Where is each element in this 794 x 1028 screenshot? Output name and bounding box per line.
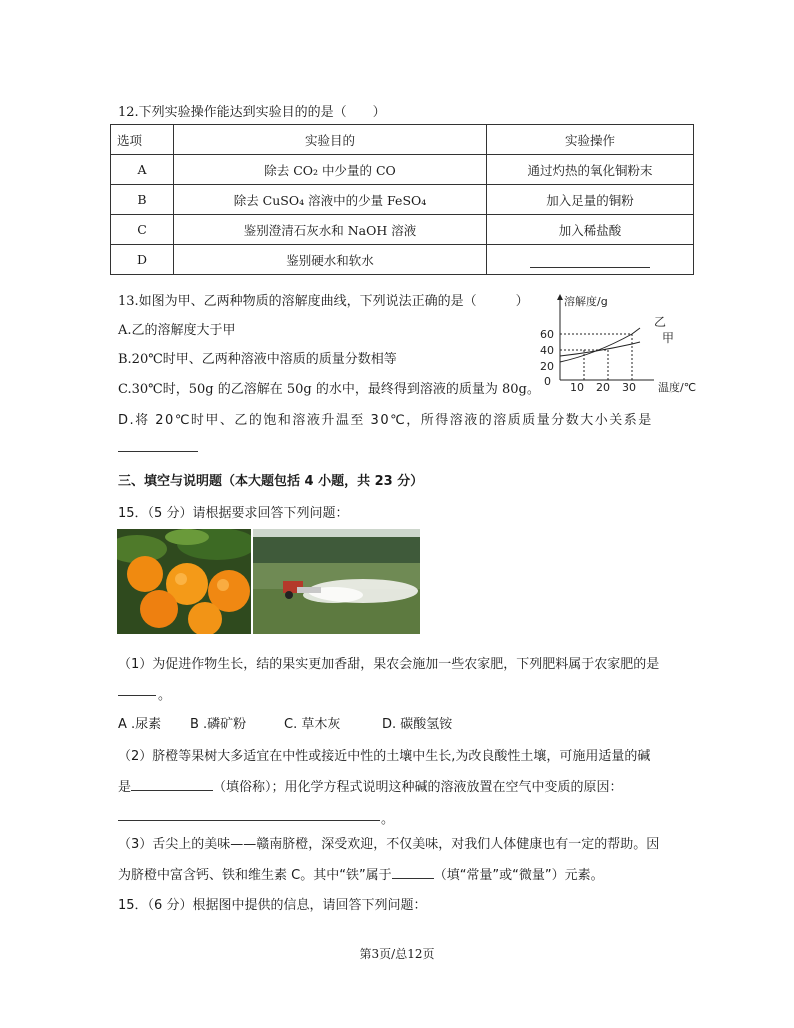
question-15-part-3-continued bbox=[118, 864, 604, 883]
question-13-stem: 13.如图为甲、乙两种物质的溶解度曲线，下列说法正确的是（ ） bbox=[118, 294, 529, 309]
table-row bbox=[111, 215, 694, 245]
table-cell-operation: 通过灼热的氧化铜粉末 bbox=[487, 155, 694, 185]
tractor-field-photo bbox=[253, 529, 420, 634]
solubility-curve-graph bbox=[536, 292, 716, 396]
question-15-stem: 15．（5 分）请根据要求回答下列问题： bbox=[118, 506, 349, 521]
curve-label-jia: 甲 bbox=[662, 331, 675, 345]
answer-blank-line bbox=[118, 820, 380, 821]
question-13-option-d: D.将 20℃时甲、乙的饱和溶液升温至 30℃，所得溶液的溶质质量分数大小关系是 bbox=[118, 413, 653, 428]
table-header-cell: 实验操作 bbox=[487, 125, 694, 155]
table-cell-goal: 除去 CuSO₄ 溶液中的少量 FeSO₄ bbox=[174, 185, 487, 215]
table-cell-option: A bbox=[111, 155, 174, 185]
table-row bbox=[111, 185, 694, 215]
choice-c: C. 草木灰 bbox=[284, 717, 341, 732]
x-tick-label: 20 bbox=[596, 381, 610, 394]
table-header-row bbox=[111, 125, 694, 155]
table-cell-goal: 鉴别澄清石灰水和 NaOH 溶液 bbox=[174, 215, 487, 245]
table-cell-option: D bbox=[111, 245, 174, 275]
choice-d: D. 碳酸氢铵 bbox=[382, 717, 453, 732]
table-header-cell: 实验目的 bbox=[174, 125, 487, 155]
table-header-cell: 选项 bbox=[111, 125, 174, 155]
table-cell-operation: 加入稀盐酸 bbox=[487, 215, 694, 245]
answer-blank-line bbox=[118, 451, 198, 452]
oranges-photo bbox=[117, 529, 251, 634]
question-15-part-2: （2）脐橙等果树大多适宜在中性或接近中性的土壤中生长,为改良酸性土壤，可施用适量的碱 bbox=[118, 749, 651, 764]
table-cell-goal: 鉴别硬水和软水 bbox=[174, 245, 487, 275]
answer-blank-line bbox=[131, 778, 213, 791]
table-row bbox=[111, 245, 694, 275]
answer-blank-line bbox=[530, 253, 650, 268]
x-tick-label: 30 bbox=[622, 381, 636, 394]
y-axis-arrow bbox=[557, 294, 563, 300]
x-tick-label: 10 bbox=[570, 381, 584, 394]
question-13-option-b: B.20℃时甲、乙两种溶液中溶质的质量分数相等 bbox=[118, 352, 397, 367]
answer-blank-line bbox=[392, 866, 434, 879]
question-13-option-c: C.30℃时，50g 的乙溶解在 50g 的水中，最终得到溶液的质量为 80g。 bbox=[118, 382, 540, 397]
question-13-option-a: A.乙的溶解度大于甲 bbox=[118, 323, 236, 338]
table-cell-operation-blank bbox=[487, 245, 694, 275]
table-row bbox=[111, 155, 694, 185]
page-footer: 第3页/总12页 bbox=[359, 947, 435, 961]
choice-a: A .尿素 bbox=[118, 717, 162, 732]
period-mark: 。 bbox=[158, 688, 172, 703]
question-15-part-1: （1）为促进作物生长，结的果实更加香甜，果农会施加一些农家肥，下列肥料属于农家肥的是 bbox=[118, 657, 660, 672]
question-15-part-3: （3）舌尖上的美味——赣南脐橙，深受欢迎，不仅美味，对我们人体健康也有一定的帮助。因 bbox=[118, 837, 660, 852]
part-2-prefix: 是 bbox=[118, 780, 132, 795]
part-2-suffix: （填俗称）；用化学方程式说明这种碱的溶液放置在空气中变质的原因： bbox=[213, 780, 623, 795]
table-cell-option: B bbox=[111, 185, 174, 215]
question-12-table bbox=[110, 124, 694, 275]
part-3-prefix: 为脐橙中富含钙、铁和维生素 C。其中“铁”属于 bbox=[118, 868, 392, 883]
y-tick-label: 60 bbox=[540, 328, 554, 341]
curve-label-yi: 乙 bbox=[654, 315, 667, 329]
question-15b-stem: 15．（6 分）根据图中提供的信息，请回答下列问题： bbox=[118, 898, 427, 913]
answer-blank-line bbox=[118, 695, 156, 696]
x-axis-label: 温度/℃ bbox=[658, 381, 697, 394]
question-12-title: 12.下列实验操作能达到实验目的的是（ ） bbox=[118, 105, 386, 120]
section-heading: 三、填空与说明题（本大题包括 4 小题，共 23 分） bbox=[118, 474, 424, 489]
table-cell-operation: 加入足量的铜粉 bbox=[487, 185, 694, 215]
choice-b: B .磷矿粉 bbox=[190, 717, 247, 732]
period-mark: 。 bbox=[381, 812, 395, 827]
y-tick-label: 0 bbox=[544, 375, 551, 388]
part-3-suffix: （填“常量”或“微量”）元素。 bbox=[433, 868, 604, 883]
y-tick-label: 40 bbox=[540, 344, 554, 357]
table-cell-goal: 除去 CO₂ 中少量的 CO bbox=[174, 155, 487, 185]
y-tick-label: 20 bbox=[540, 360, 554, 373]
table-cell-option: C bbox=[111, 215, 174, 245]
y-axis-label: 溶解度/g bbox=[564, 295, 608, 308]
question-15-part-2-continued bbox=[118, 776, 623, 795]
